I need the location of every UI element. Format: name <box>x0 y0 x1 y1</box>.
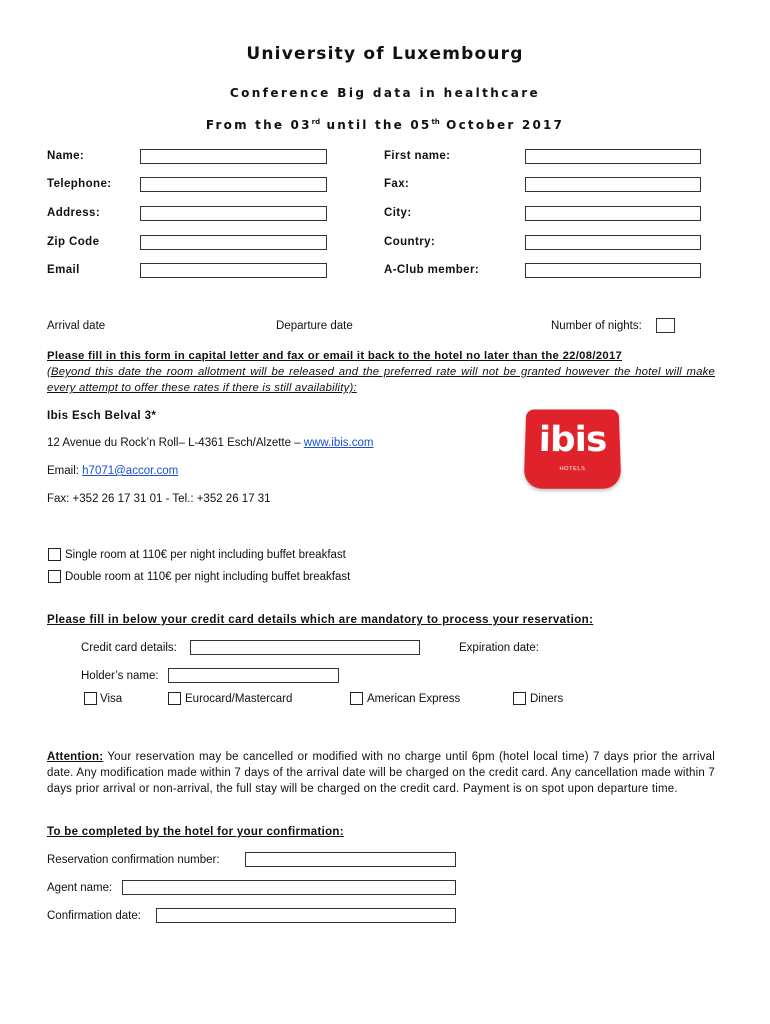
country-field[interactable] <box>525 235 701 250</box>
agent-name-label: Agent name: <box>47 882 113 894</box>
confirmation-date-label: Confirmation date: <box>47 910 141 922</box>
email-label: Email <box>47 264 80 276</box>
address-label: Address: <box>47 207 101 219</box>
nights-field[interactable] <box>656 318 675 333</box>
country-label: Country: <box>384 236 436 248</box>
zip-label: Zip Code <box>47 236 100 248</box>
telephone-label: Telephone: <box>47 178 112 190</box>
first-name-field[interactable] <box>525 149 701 164</box>
hotel-email: Email: h7071@accor.com <box>47 465 179 477</box>
hotel-name: Ibis Esch Belval 3* <box>47 410 157 422</box>
double-room-label: Double room at 110€ per night including buffet breakfast <box>65 571 351 583</box>
aclub-field[interactable] <box>525 263 701 278</box>
name-label: Name: <box>47 150 85 162</box>
first-name-label: First name: <box>384 150 451 162</box>
credit-card-field[interactable] <box>190 640 420 655</box>
nights-label: Number of nights: <box>551 320 642 332</box>
attention-paragraph: Attention: Your reservation may be cancelled or modified with no charge until 6pm (hotel local time) 7 days prior the arrival date. Any modification made within 7 days of the arrival date will be charged on the credit card. Any cancellation made within 7 days prior arrival or non-arrival, the full stay will be charged on the credit card. Payment is on spot upon departure time. <box>47 751 715 795</box>
visa-label: Visa <box>100 693 123 705</box>
conference-title: Conference Big data in healthcare <box>229 86 541 100</box>
hotel-section-heading: To be completed by the hotel for your confirmation: <box>47 826 344 838</box>
aclub-label: A-Club member: <box>384 264 480 276</box>
email-field[interactable] <box>140 263 327 278</box>
reservation-number-field[interactable] <box>245 852 456 867</box>
amex-label: American Express <box>367 693 461 705</box>
conference-dates: From the 03rd until the 05th October 2017 <box>205 118 565 132</box>
eurocard-checkbox[interactable] <box>168 692 181 705</box>
telephone-field[interactable] <box>140 177 327 192</box>
fax-label: Fax: <box>384 178 410 190</box>
city-label: City: <box>384 207 412 219</box>
double-room-checkbox[interactable] <box>48 570 61 583</box>
hotel-email-link[interactable]: h7071@accor.com <box>82 465 179 477</box>
departure-date-label: Departure date <box>276 320 353 332</box>
arrival-date-label: Arrival date <box>47 320 106 332</box>
eurocard-label: Eurocard/Mastercard <box>185 693 293 705</box>
city-field[interactable] <box>525 206 701 221</box>
single-room-checkbox[interactable] <box>48 548 61 561</box>
single-room-label: Single room at 110€ per night including buffet breakfast <box>65 549 346 561</box>
zip-field[interactable] <box>140 235 327 250</box>
name-field[interactable] <box>140 149 327 164</box>
credit-card-label: Credit card details: <box>81 642 177 654</box>
confirmation-date-field[interactable] <box>156 908 456 923</box>
holder-label: Holder’s name: <box>81 670 159 682</box>
agent-name-field[interactable] <box>122 880 456 895</box>
amex-checkbox[interactable] <box>350 692 363 705</box>
hotel-phones: Fax: +352 26 17 31 01 - Tel.: +352 26 17 31 <box>47 493 271 505</box>
reservation-number-label: Reservation confirmation number: <box>47 854 220 866</box>
page-title: University of Luxembourg <box>246 44 524 64</box>
diners-label: Diners <box>530 693 564 705</box>
fax-field[interactable] <box>525 177 701 192</box>
hotel-address: 12 Avenue du Rock’n Roll– L-4361 Esch/Alzette – www.ibis.com <box>47 437 374 449</box>
holder-field[interactable] <box>168 668 339 683</box>
visa-checkbox[interactable] <box>84 692 97 705</box>
diners-checkbox[interactable] <box>513 692 526 705</box>
hotel-website-link[interactable]: www.ibis.com <box>303 437 374 449</box>
address-field[interactable] <box>140 206 327 221</box>
instructions-note: (Beyond this date the room allotment will be released and the preferred rate will not be granted however the hotel will make every attempt to offer these rates if there is still availability): <box>47 366 715 394</box>
instructions-main: Please fill in this form in capital letter and fax or email it back to the hotel no later than the 22/08/2017 <box>47 350 623 362</box>
expiration-label: Expiration date: <box>459 642 539 654</box>
credit-card-heading: Please fill in below your credit card details which are mandatory to process your reservation: <box>47 614 594 626</box>
ibis-logo: ibis HOTELS <box>524 409 622 488</box>
